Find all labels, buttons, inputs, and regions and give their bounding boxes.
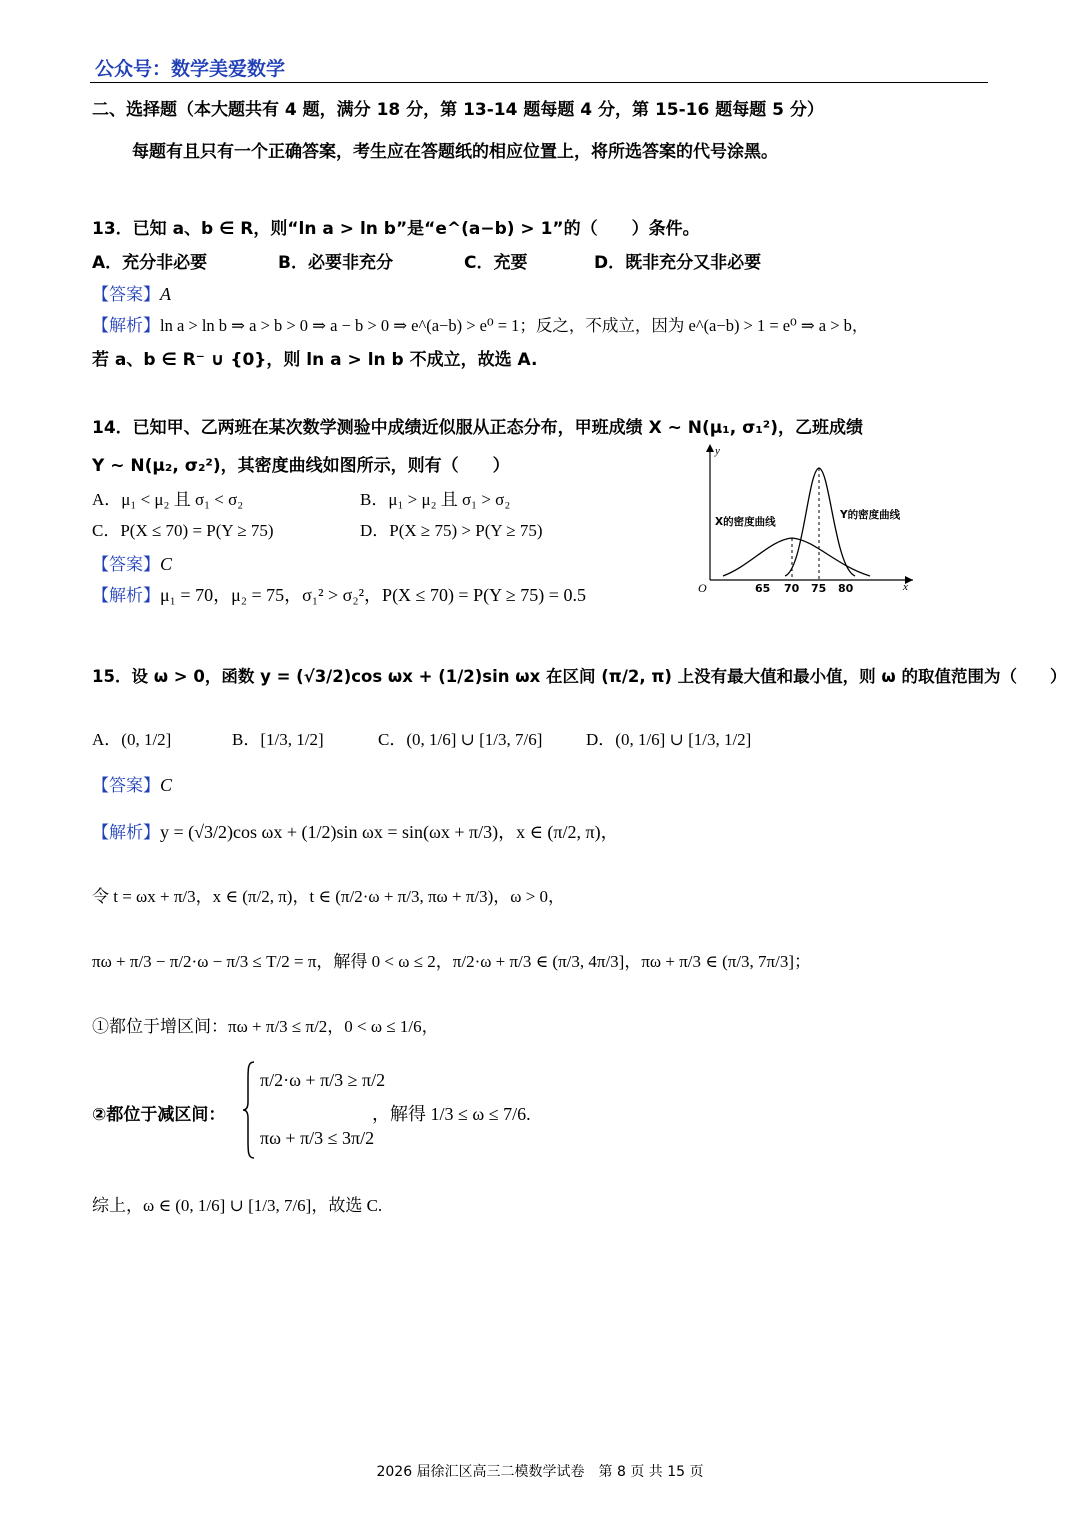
q13-option-c: C．充要 — [464, 253, 528, 273]
q14-option-c: C．P(X ≤ 70) = P(Y ≥ 75) — [92, 521, 274, 540]
q15-option-d: D．(0, 1/6] ∪ [1/3, 1/2] — [586, 730, 752, 749]
y-axis-label: y — [715, 445, 720, 457]
q15-system-eq-2: πω + π/3 ≤ 3π/2 — [260, 1128, 375, 1148]
q13-option-b: B．必要非充分 — [278, 253, 393, 273]
q13-analysis-1: 【解析】ln a > ln b ⇒ a > b > 0 ⇒ a − b > 0 ⇒ e^(a−b) > e⁰ = 1；反之，不成立，因为 e^(a−b) > 1 = e⁰ ⇒ a > b， — [92, 316, 869, 336]
y-density-curve — [785, 468, 855, 576]
header-rule — [90, 82, 988, 83]
q15-stem: 15．设 ω > 0，函数 y = (√3/2)cos ωx + (1/2)sin ωx 在区间 (π/2, π) 上没有最大值和最小值，则 ω 的取值范围为（ ） — [92, 667, 1067, 686]
q15-system-eq-1: π/2·ω + π/3 ≥ π/2 — [260, 1070, 386, 1090]
q15-analysis-5-label: ②都位于减区间： — [92, 1105, 226, 1125]
q15-option-b: B．[1/3, 1/2] — [232, 730, 324, 749]
q13-option-d: D．既非充分又非必要 — [594, 253, 762, 273]
system-brace-icon — [242, 1060, 256, 1160]
q14-density-figure — [695, 440, 920, 600]
y-curve-label: Y的密度曲线 — [840, 509, 901, 521]
q15-answer: 【答案】C — [92, 775, 173, 796]
y-axis-arrow-icon — [706, 444, 714, 452]
q14-option-b: B．μ₁ > μ₂ 且 σ₁ > σ₂ — [360, 490, 511, 509]
q15-option-a: A．(0, 1/2] — [92, 730, 172, 749]
section-instruction: 每题有且只有一个正确答案，考生应在答题纸的相应位置上，将所选答案的代号涂黑。 — [132, 142, 778, 162]
q15-analysis-2: 令 t = ωx + π/3，x ∈ (π/2, π)，t ∈ (π/2·ω + π/3, πω + π/3)，ω > 0， — [92, 887, 566, 906]
q14-option-a: A．μ₁ < μ₂ 且 σ₁ < σ₂ — [92, 490, 244, 509]
tick-75: 75 — [811, 582, 827, 595]
page-footer: 2026 届徐汇区高三二模数学试卷 第 8 页 共 15 页 — [376, 1464, 704, 1480]
q15-analysis-1: 【解析】y = (√3/2)cos ωx + (1/2)sin ωx = sin(ωx + π/3)，x ∈ (π/2, π)， — [92, 822, 619, 843]
q13-option-a: A．充分非必要 — [92, 253, 208, 273]
origin-label: O — [698, 581, 707, 595]
q14-stem-1: 14．已知甲、乙两班在某次数学测验中成绩近似服从正态分布，甲班成绩 X ~ N(μ₁, σ₁²)，乙班成绩 — [92, 418, 863, 438]
q14-option-d: D．P(X ≥ 75) > P(Y ≥ 75) — [360, 521, 543, 540]
q15-analysis-6: 综上，ω ∈ (0, 1/6] ∪ [1/3, 7/6]，故选 C. — [92, 1196, 383, 1215]
x-axis-label: x — [903, 581, 908, 593]
header-account: 公众号：数学美爱数学 — [95, 58, 286, 80]
q15-analysis-5-result: ，解得 1/3 ≤ ω ≤ 7/6. — [372, 1104, 531, 1124]
tick-65: 65 — [755, 582, 771, 595]
q15-option-c: C．(0, 1/6] ∪ [1/3, 7/6] — [378, 730, 543, 749]
q13-answer: 【答案】A — [92, 284, 171, 305]
tick-80: 80 — [838, 582, 854, 595]
q14-answer: 【答案】C — [92, 554, 173, 575]
q13-analysis-2: 若 a、b ∈ R⁻ ∪ {0}，则 ln a > ln b 不成立，故选 A. — [92, 350, 538, 370]
q15-analysis-4: ①都位于增区间：πω + π/3 ≤ π/2，0 < ω ≤ 1/6， — [92, 1017, 439, 1036]
section-title: 二、选择题（本大题共有 4 题，满分 18 分，第 13-14 题每题 4 分，第 15-16 题每题 5 分） — [92, 100, 824, 120]
tick-70: 70 — [784, 582, 800, 595]
x-curve-label: X的密度曲线 — [715, 516, 776, 528]
q15-analysis-3: πω + π/3 − π/2·ω − π/3 ≤ T/2 = π，解得 0 < ω ≤ 2，π/2·ω + π/3 ∈ (π/3, 4π/3]，πω + π/3 ∈ (π/3, 7π/3]； — [92, 952, 812, 971]
q14-stem-2: Y ~ N(μ₂, σ₂²)，其密度曲线如图所示，则有（ ） — [92, 456, 510, 476]
q14-analysis: 【解析】μ₁ = 70，μ₂ = 75，σ₁² > σ₂²，P(X ≤ 70) = P(Y ≥ 75) = 0.5 — [92, 585, 586, 606]
q13-stem: 13．已知 a、b ∈ R，则“ln a > ln b”是“e^(a−b) > 1”的（ ）条件。 — [92, 219, 700, 239]
